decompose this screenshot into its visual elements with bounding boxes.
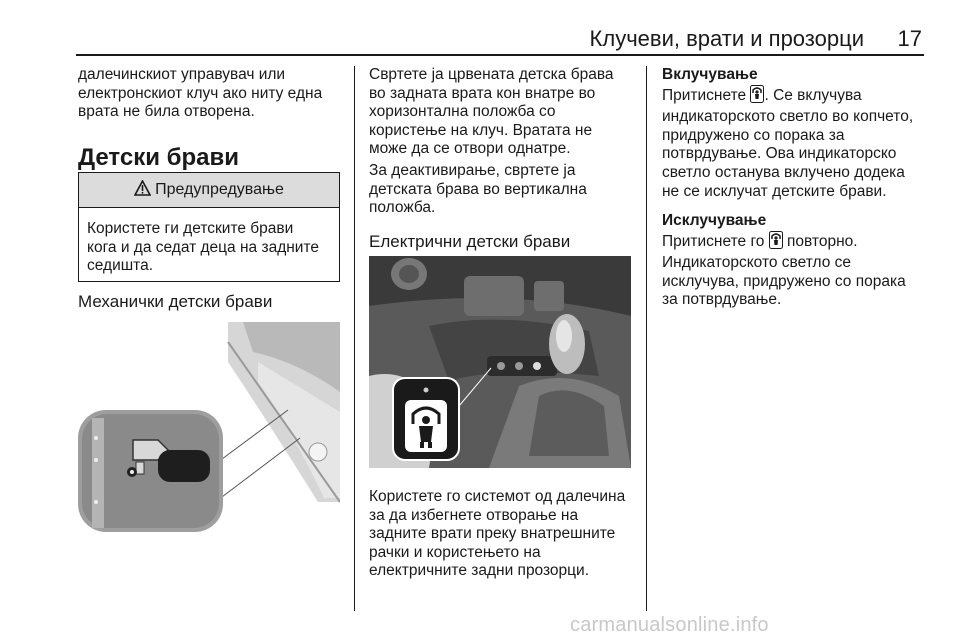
para-line: положба.: [369, 199, 436, 217]
enable-line: не се исклучат детските брави.: [662, 182, 887, 200]
column-3: [662, 66, 932, 201]
para-line: електричните задни прозорци.: [369, 562, 590, 580]
para-line: задните врати преку внатрешните: [369, 525, 616, 543]
warning-title: Предупредување: [155, 181, 284, 198]
enable-line: [662, 85, 932, 109]
column-1: [78, 66, 348, 122]
disable-line: за потврдување.: [662, 291, 782, 309]
warning-box: [78, 172, 340, 282]
enable-text-pre: Притиснете: [662, 86, 751, 104]
disable-line: [662, 231, 932, 255]
para-line: во задната врата кон внатре во: [369, 84, 596, 102]
warning-line: седишта.: [87, 257, 154, 275]
disable-line: исклучува, придружено со порака: [662, 272, 906, 290]
warning-header: [79, 173, 339, 208]
enable-line: светло останува вклучено додека: [662, 163, 905, 181]
header-rule: [76, 54, 924, 56]
para-line: детската брава во вертикална: [369, 180, 587, 198]
intro-line: далечинскиот управувач или: [78, 66, 286, 83]
enable-line: придружено со порака за: [662, 126, 845, 144]
electric-child-lock-illustration: [369, 256, 631, 468]
warning-line: кога и да седат деца на задните: [87, 238, 320, 256]
subheading-electric: Електрични детски брави: [369, 232, 571, 251]
child-lock-icon: [750, 85, 764, 109]
column-divider-1: [354, 66, 355, 611]
enable-text-post: . Се вклучува: [764, 86, 862, 104]
child-lock-icon: [405, 400, 447, 452]
intro-line: електронскиот клуч ако ниту една: [78, 84, 323, 102]
para-line: може да се отвори однатре.: [369, 140, 571, 158]
para-line: Свртете ја црвената детска брава: [369, 66, 614, 83]
para-line: рачки и користењето на: [369, 543, 541, 561]
warning-triangle-icon: [134, 180, 151, 201]
para-line: Користете го системот од далечина: [369, 488, 626, 505]
subheading-mechanical: Механички детски брави: [78, 292, 273, 311]
page-header: [76, 26, 924, 54]
column-divider-2: [646, 66, 647, 611]
section-heading: Детски брави: [78, 144, 239, 171]
page-title: Клучеви, врати и прозорци: [589, 26, 864, 51]
heading-enable: Вклучување: [662, 66, 758, 83]
para-line: хоризонтална положба со: [369, 103, 556, 121]
enable-line: потврдување. Ова индикаторско: [662, 145, 897, 163]
intro-line: врата не била отворена.: [78, 103, 255, 121]
para-line: користење на клуч. Вратата не: [369, 121, 593, 139]
watermark: carmanualsonline.info: [570, 614, 769, 636]
child-lock-icon: [769, 231, 783, 255]
para-line: За деактивирање, свртете ја: [369, 162, 576, 179]
disable-line: Индикаторското светло се: [662, 254, 851, 272]
page-number: 17: [897, 26, 922, 51]
warning-body: [79, 208, 339, 276]
warning-line: Користете ги детските брави: [87, 220, 294, 237]
column-2: [369, 66, 639, 159]
heading-disable: Исклучување: [662, 212, 767, 229]
disable-text-post: повторно.: [782, 232, 858, 250]
mechanical-child-lock-illustration: [78, 322, 340, 532]
disable-text-pre: Притиснете го: [662, 232, 769, 250]
para-line: за да избегнете отворање на: [369, 506, 579, 524]
enable-line: индикаторското светло во копчето,: [662, 108, 914, 126]
